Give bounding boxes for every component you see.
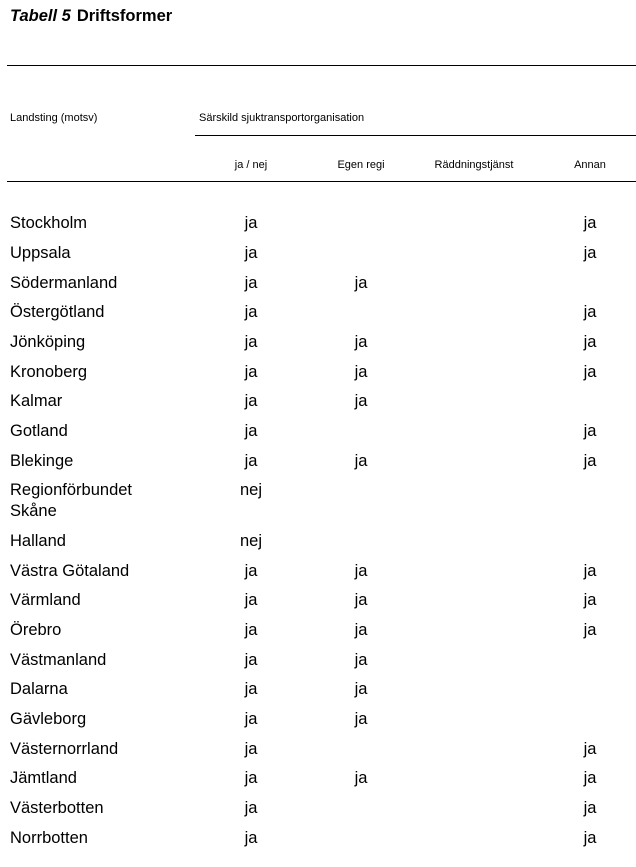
group-rule <box>195 135 636 136</box>
region-name: Gotland <box>10 422 68 440</box>
value-egen-regi: ja <box>354 769 368 787</box>
value-annan: ja <box>583 244 597 262</box>
column-header-egen-regi: Egen regi <box>337 159 385 171</box>
value-annan: ja <box>583 333 597 351</box>
value-ja-nej: ja <box>244 333 258 351</box>
value-ja-nej: ja <box>244 363 258 381</box>
region-name: Kronoberg <box>10 363 88 381</box>
table-name: Driftsformer <box>76 7 173 25</box>
value-ja-nej: ja <box>244 422 258 440</box>
value-egen-regi: ja <box>354 591 368 609</box>
region-name: Jönköping <box>10 333 86 351</box>
region-name: Västernorrland <box>10 740 119 758</box>
value-egen-regi: ja <box>354 363 368 381</box>
region-name: Västra Götaland <box>10 562 130 580</box>
value-ja-nej: ja <box>244 244 258 262</box>
value-egen-regi: ja <box>354 274 368 292</box>
value-ja-nej: ja <box>244 829 258 847</box>
value-annan: ja <box>583 562 597 580</box>
table-number: Tabell 5 <box>10 7 71 25</box>
value-ja-nej: nej <box>239 481 263 499</box>
value-annan: ja <box>583 422 597 440</box>
region-name: Örebro <box>10 621 62 639</box>
region-name: Östergötland <box>10 303 105 321</box>
region-name: Stockholm <box>10 214 88 232</box>
value-egen-regi: ja <box>354 621 368 639</box>
value-egen-regi: ja <box>354 680 368 698</box>
value-ja-nej: ja <box>244 562 258 580</box>
region-name: Kalmar <box>10 392 63 410</box>
value-ja-nej: ja <box>244 214 258 232</box>
region-name: Dalarna <box>10 680 68 698</box>
value-ja-nej: ja <box>244 799 258 817</box>
header-bottom-rule <box>7 181 636 182</box>
value-annan: ja <box>583 621 597 639</box>
value-egen-regi: ja <box>354 333 368 351</box>
region-name: Södermanland <box>10 274 118 292</box>
value-ja-nej: ja <box>244 710 258 728</box>
value-ja-nej: ja <box>244 651 258 669</box>
value-egen-regi: ja <box>354 562 368 580</box>
value-annan: ja <box>583 769 597 787</box>
region-name: Halland <box>10 532 66 550</box>
value-annan: ja <box>583 363 597 381</box>
region-name: Blekinge <box>10 452 74 470</box>
region-name: Norrbotten <box>10 829 88 847</box>
value-ja-nej: nej <box>239 532 263 550</box>
value-annan: ja <box>583 303 597 321</box>
value-ja-nej: ja <box>244 621 258 639</box>
region-name: Jämtland <box>10 769 77 787</box>
value-egen-regi: ja <box>354 710 368 728</box>
value-ja-nej: ja <box>244 274 258 292</box>
table-title <box>10 7 172 26</box>
region-name: Gävleborg <box>10 710 87 728</box>
group-header: Särskild sjuktransportorganisation <box>199 112 365 124</box>
value-ja-nej: ja <box>244 392 258 410</box>
value-ja-nej: ja <box>244 452 258 470</box>
value-annan: ja <box>583 214 597 232</box>
column-header-annan: Annan <box>574 159 606 171</box>
value-egen-regi: ja <box>354 392 368 410</box>
value-annan: ja <box>583 799 597 817</box>
value-ja-nej: ja <box>244 591 258 609</box>
value-annan: ja <box>583 452 597 470</box>
region-name: Värmland <box>10 591 81 609</box>
value-egen-regi: ja <box>354 651 368 669</box>
value-ja-nej: ja <box>244 680 258 698</box>
region-column-header: Landsting (motsv) <box>10 112 98 124</box>
column-header-raddningstjanst: Räddningstjänst <box>434 159 514 171</box>
region-name: Uppsala <box>10 244 71 262</box>
column-header-ja-nej: ja / nej <box>234 159 268 171</box>
value-annan: ja <box>583 591 597 609</box>
top-rule <box>7 65 636 66</box>
region-name: Västerbotten <box>10 799 104 817</box>
region-name: Västmanland <box>10 651 107 669</box>
value-ja-nej: ja <box>244 769 258 787</box>
value-egen-regi: ja <box>354 452 368 470</box>
value-ja-nej: ja <box>244 303 258 321</box>
region-name: Regionförbundet Skåne <box>10 481 133 520</box>
value-annan: ja <box>583 829 597 847</box>
value-ja-nej: ja <box>244 740 258 758</box>
value-annan: ja <box>583 740 597 758</box>
